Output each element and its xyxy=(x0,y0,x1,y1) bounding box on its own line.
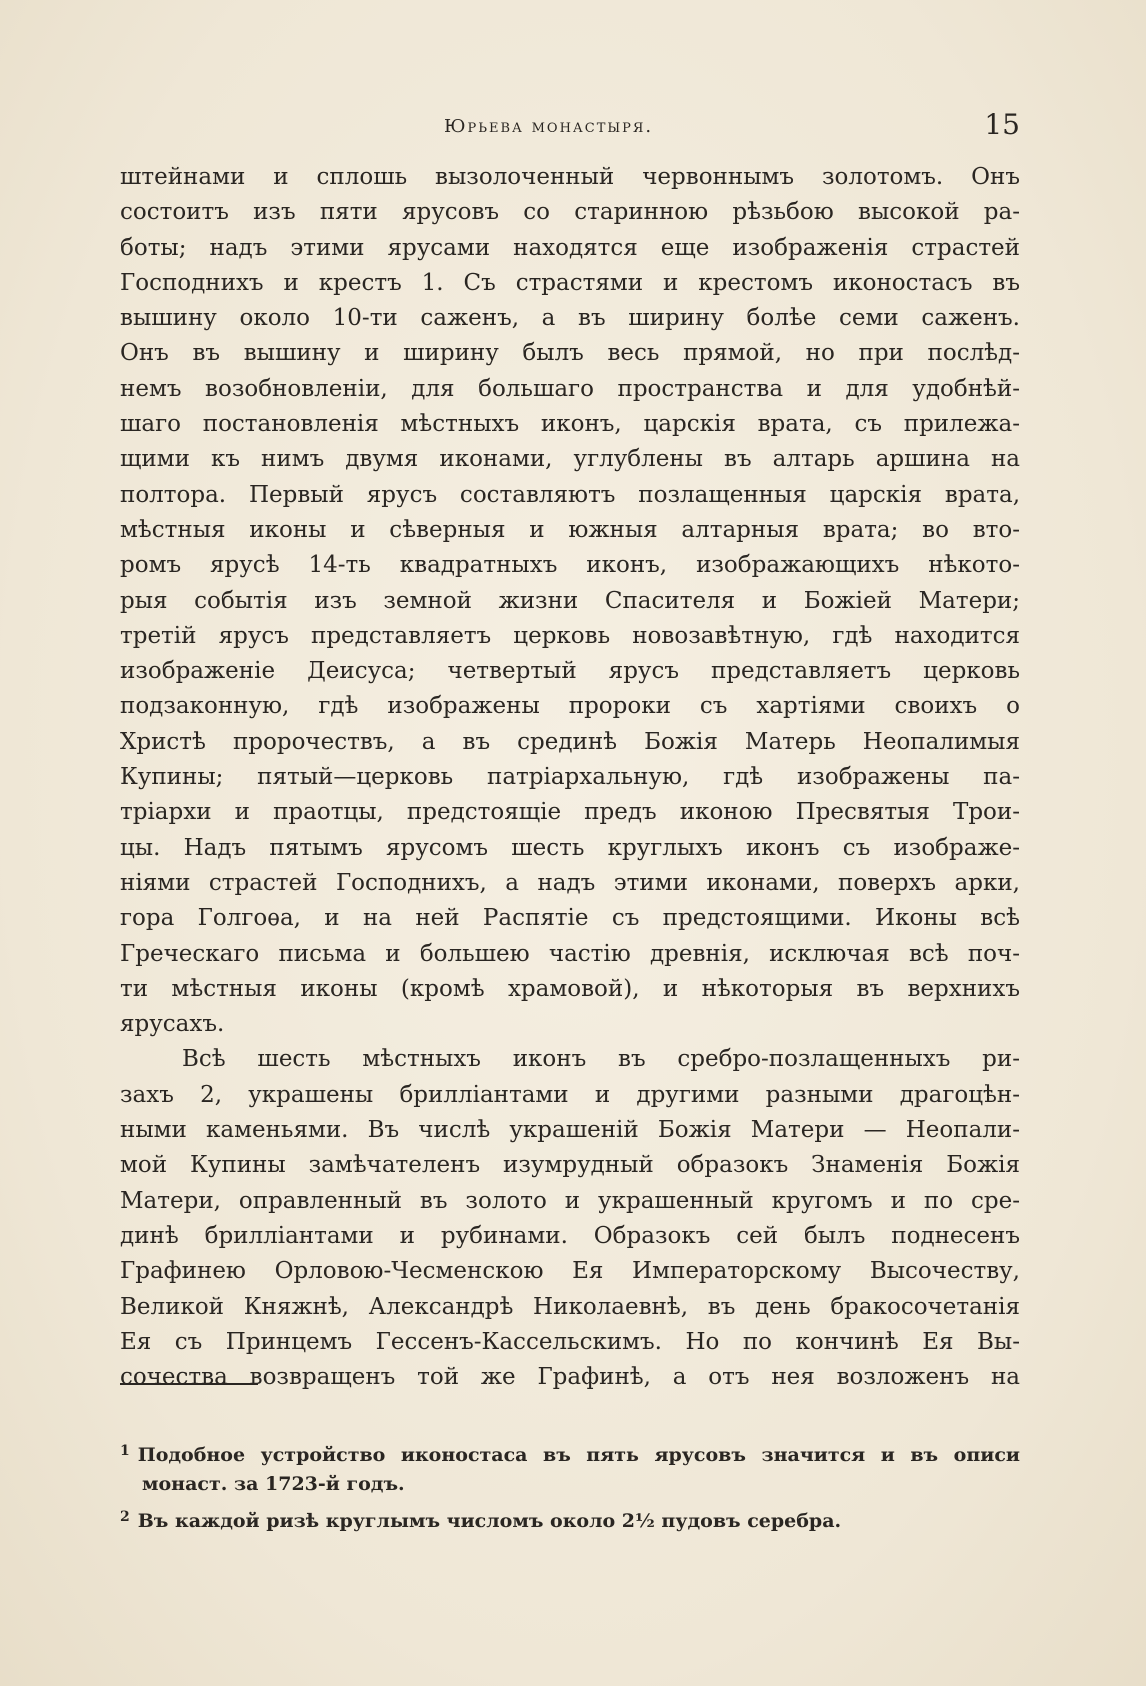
text-line: ными каменьями. Въ числѣ украшеній Божія Матери — Неопали- xyxy=(120,1117,1020,1144)
page-number: 15 xyxy=(984,108,1020,141)
text-line: гора Голгоѳа, и на ней Распятіе съ предстоящими. Иконы всѣ xyxy=(120,905,1020,932)
text-line: рыя событія изъ земной жизни Спасителя и Божіей Матери; xyxy=(120,587,1020,614)
footnote-mark: 1 xyxy=(120,1443,130,1459)
text-line: щими къ нимъ двумя иконами, углублены въ алтарь аршина на xyxy=(120,446,1020,473)
text-line: Христѣ пророчествъ, а въ срединѣ Божія Матерь Неопалимыя xyxy=(120,728,1020,755)
text-line: сочества возвращенъ той же Графинѣ, а отъ нея возложенъ на xyxy=(120,1364,1020,1391)
running-title: Юрьева монастыря. xyxy=(444,116,654,137)
text-line: Великой Княжнѣ, Александрѣ Николаевнѣ, въ день бракосочетанія xyxy=(120,1293,1020,1320)
text-line: Матери, оправленный въ золото и украшенный кругомъ и по сре- xyxy=(120,1187,1020,1214)
text-line: динѣ бриллiантами и рубинами. Образокъ сей былъ поднесенъ xyxy=(120,1222,1020,1249)
text-line: Всѣ шесть мѣстныхъ иконъ въ сребро-позлащенныхъ ри- xyxy=(182,1046,1020,1073)
footnote-2 xyxy=(120,1501,1020,1534)
text-line: вышину около 10-ти саженъ, а въ ширину болѣе семи саженъ. xyxy=(120,305,1020,332)
text-line: третій ярусъ представляетъ церковь новозавѣтную, гдѣ находится xyxy=(120,622,1020,649)
text-line: Онъ въ вышину и ширину былъ весь прямой, но при послѣд- xyxy=(120,340,1020,367)
text-line: цы. Надъ пятымъ ярусомъ шесть круглыхъ иконъ съ изображе- xyxy=(120,834,1020,861)
text-line: штейнами и сплошь вызолоченный червоннымъ золотомъ. Онъ xyxy=(120,164,1020,190)
footnote-text: Въ каждой ризѣ круглымъ числомъ около 2½ пудовъ серебра. xyxy=(137,1510,842,1532)
text-line: боты; надъ этими ярусами находятся еще изображенія страстей xyxy=(120,234,1020,261)
text-line: Купины; пятый—церковь патріархальную, гдѣ изображены па- xyxy=(120,764,1020,791)
text-line: шаго постановленія мѣстныхъ иконъ, царскія врата, съ прилежа- xyxy=(120,411,1020,438)
text-line: ромъ ярусѣ 14-ть квадратныхъ иконъ, изображающихъ нѣкото- xyxy=(120,552,1020,579)
text-line: Греческаго письма и большею частію древнія, исключая всѣ поч- xyxy=(120,940,1020,967)
text-line: подзаконную, гдѣ изображены пророки съ хартіями своихъ о xyxy=(120,693,1020,720)
text-line: ніями страстей Господнихъ, а надъ этими иконами, поверхъ арки, xyxy=(120,869,1020,896)
text-line: изображеніе Деисуса; четвертый ярусъ представляетъ церковь xyxy=(120,658,1020,685)
text-line: ярусахъ. xyxy=(120,1011,225,1038)
footnote-text: Подобное устройство иконостаса въ пять ярусовъ значится и въ описи xyxy=(137,1444,1020,1466)
footnote-mark: 2 xyxy=(120,1509,130,1525)
text-line: ти мѣстныя иконы (кромѣ храмовой), и нѣкоторыя въ верхнихъ xyxy=(120,975,1020,1002)
body-text xyxy=(120,160,1020,1395)
footnote-1 xyxy=(120,1435,1020,1468)
running-header xyxy=(120,108,1020,148)
footnotes xyxy=(120,1435,1020,1534)
text-line: немъ возобновленіи, для большаго пространства и для удобнѣй- xyxy=(120,375,1020,402)
footnote-1-continued: монаст. за 1723-й годъ. xyxy=(142,1473,405,1495)
text-line: мѣстныя иконы и сѣверныя и южныя алтарныя врата; во вто- xyxy=(120,516,1020,543)
text-line: Ея съ Принцемъ Гессенъ-Кассельскимъ. Но по кончинѣ Ея Вы- xyxy=(120,1328,1020,1355)
text-line: состоитъ изъ пяти ярусовъ со старинною рѣзьбою высокой ра- xyxy=(120,199,1020,226)
text-line: мой Купины замѣчателенъ изумрудный образокъ Знаменія Божія xyxy=(120,1152,1020,1179)
text-line: захъ 2, украшены бриллiантами и другими разными драгоцѣн- xyxy=(120,1081,1020,1108)
text-line: тріархи и праотцы, предстоящіе предъ иконою Пресвятыя Трои- xyxy=(120,799,1020,826)
text-line: Господнихъ и крестъ 1. Съ страстями и крестомъ иконостасъ въ xyxy=(120,269,1020,296)
text-line: Графинею Орловою-Чесменскою Ея Императорскому Высочеству, xyxy=(120,1258,1020,1285)
text-line: полтора. Первый ярусъ составляютъ позлащенныя царскія врата, xyxy=(120,481,1020,508)
footnote-rule xyxy=(120,1383,258,1385)
